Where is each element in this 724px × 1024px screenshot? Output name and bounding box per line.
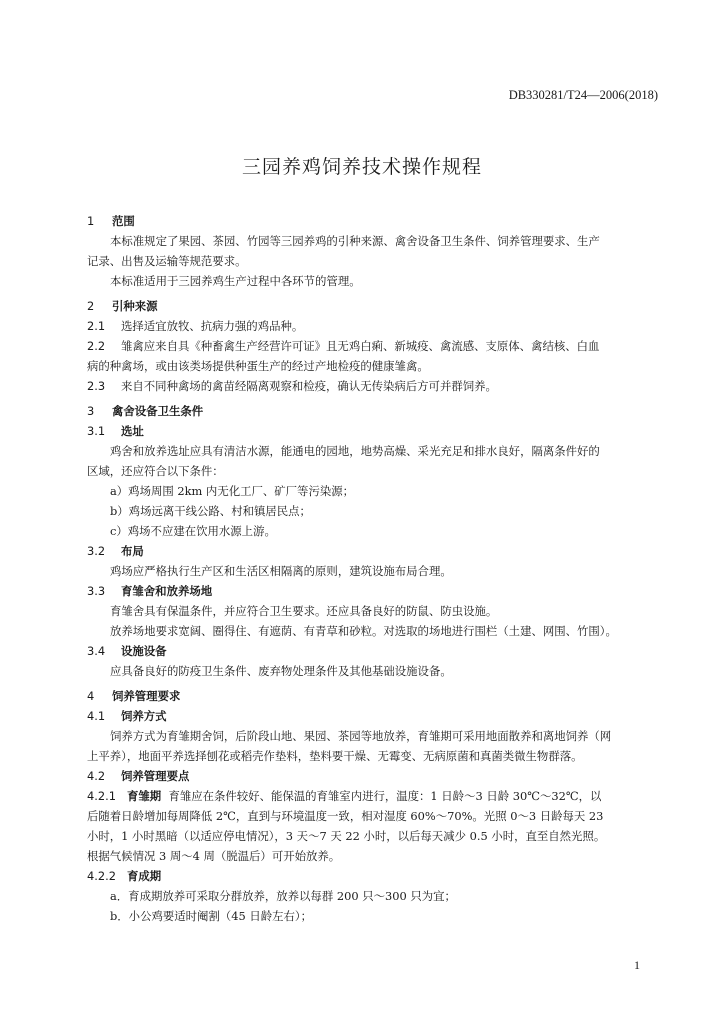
section-1-heading: 1 范围 [87, 214, 135, 228]
clause-2-1: 2.1 选择适宜放牧、抗病力强的鸡品种。 [87, 319, 304, 333]
document-title: 三园养鸡饲养技术操作规程 [241, 156, 482, 178]
paragraph-continued: 后随着日龄增加每周降低 2℃，直到与环境温度一致，相对湿度 60%～70%。光照 0～3 日龄每天 23 [87, 809, 604, 823]
section-2-heading: 2 引种来源 [87, 299, 158, 313]
subsection-4-2-heading: 4.2 饲养管理要点 [87, 769, 190, 783]
paragraph: 鸡场应严格执行生产区和生活区相隔离的原则，建筑设施布局合理。 [110, 564, 452, 578]
paragraph-continued: 根据气候情况 3 周～4 周（脱温后）可开始放养。 [87, 849, 341, 863]
section-3-heading: 3 禽舍设备卫生条件 [87, 404, 204, 418]
page-number: 1 [634, 958, 640, 972]
clause-2-2: 2.2 雏禽应来自具《种畜禽生产经营许可证》且无鸡白痢、新城疫、禽流感、支原体、禽结核、白血 [87, 339, 600, 353]
list-item: b．小公鸡要适时阉割（45 日龄左右）； [110, 909, 312, 923]
list-item: a）鸡场周围 2km 内无化工厂、矿厂等污染源； [110, 484, 355, 498]
clause-4-2-2-heading: 4.2.2 育成期 [87, 869, 162, 883]
section-4-heading: 4 饲养管理要求 [87, 689, 181, 703]
clause-4-2-1: 4.2.1 育雏期 育雏应在条件较好、能保温的育雏室内进行，温度：1 日龄～3 日龄 30℃～32℃，以 [87, 789, 602, 803]
subsection-3-3-heading: 3.3 育雏舍和放养场地 [87, 584, 213, 598]
list-item: a．育成期放养可采取分群放养，放养以每群 200 只～300 只为宜； [110, 889, 456, 903]
subsection-4-1-heading: 4.1 饲养方式 [87, 709, 167, 723]
subsection-3-2-heading: 3.2 布局 [87, 544, 144, 558]
paragraph-continued: 小时，1 小时黑暗（以适应停电情况），3 天～7 天 22 小时，以后每天减少 0.5 小时，直至自然光照。 [87, 829, 606, 843]
paragraph: 应具备良好的防疫卫生条件、废弃物处理条件及其他基础设施设备。 [110, 664, 452, 678]
paragraph: 育雏舍具有保温条件，并应符合卫生要求。还应具备良好的防鼠、防虫设施。 [110, 604, 498, 618]
clause-2-3: 2.3 来自不同种禽场的禽苗经隔离观察和检疫，确认无传染病后方可并群饲养。 [87, 379, 497, 393]
paragraph: 鸡舍和放养选址应具有清洁水源，能通电的园地，地势高燥、采光充足和排水良好，隔离条件好的 [110, 444, 600, 458]
paragraph-continued: 记录、出售及运输等规范要求。 [87, 254, 247, 268]
list-item: c）鸡场不应建在饮用水源上游。 [110, 524, 276, 538]
paragraph: 本标准适用于三园养鸡生产过程中各环节的管理。 [110, 274, 361, 288]
clause-2-2-continued: 病的种禽场，或由该类场提供种蛋生产的经过产地检疫的健康雏禽。 [87, 359, 429, 373]
subsection-3-1-heading: 3.1 选址 [87, 424, 144, 438]
paragraph-continued: 上平养），地面平养选择刨花或稻壳作垫料，垫料要干燥、无霉变、无病原菌和真菌类微生物群落。 [87, 749, 583, 763]
subsection-3-4-heading: 3.4 设施设备 [87, 644, 167, 658]
document-body [87, 206, 657, 926]
paragraph: 放养场地要求宽阔、圈得住、有遮荫、有青草和砂粒。对选取的场地进行围栏（土建、网围、竹围）。 [110, 624, 617, 638]
list-item: b）鸡场远离干线公路、村和镇居民点； [110, 504, 311, 518]
paragraph: 饲养方式为育雏期舍饲，后阶段山地、果园、茶园等地放养，育雏期可采用地面散养和离地饲养（网 [110, 729, 612, 743]
document-code: DB330281/T24—2006(2018) [508, 88, 658, 102]
paragraph: 本标准规定了果园、茶园、竹园等三园养鸡的引种来源、禽舍设备卫生条件、饲养管理要求、生产 [110, 234, 600, 248]
paragraph-continued: 区域，还应符合以下条件： [87, 464, 224, 478]
